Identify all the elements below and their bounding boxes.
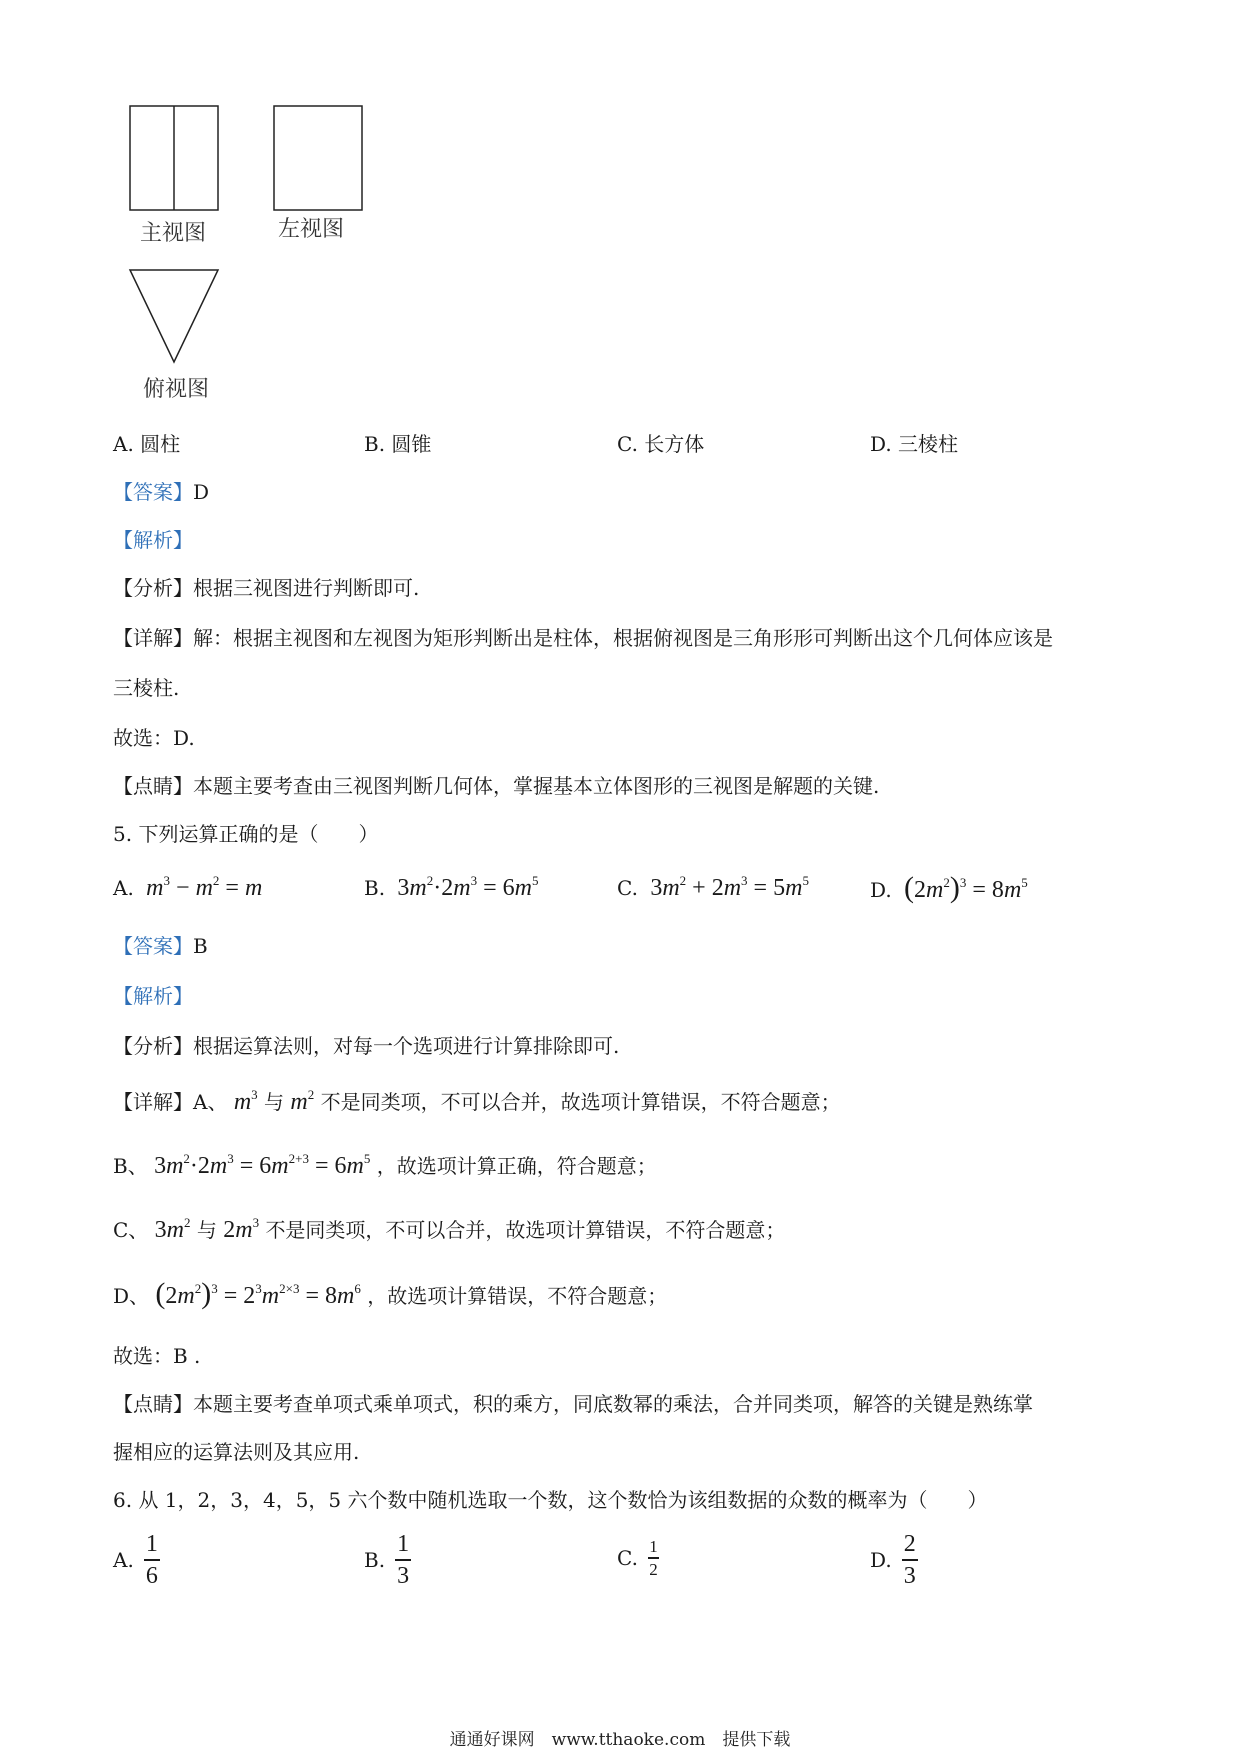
q5-option-a [113, 873, 263, 901]
formula: $3m^2 + 2m^3 = 5m^5$ [644, 873, 809, 901]
q5-xiangjie-d [113, 1277, 668, 1310]
answer-tag: 【答案】 [113, 480, 193, 504]
q5-option-c [617, 873, 809, 901]
q6-option-b [364, 1532, 411, 1588]
text: 【详解】A、 [113, 1090, 228, 1114]
top-view-triangle [130, 270, 218, 362]
q5-option-b [364, 873, 539, 901]
q5-xiangjie-c [113, 1215, 786, 1243]
front-view-label: 主视图 [140, 221, 207, 246]
formula: $3m^2$ [154, 1215, 191, 1243]
fraction: $\frac{1}{2}$ [649, 1537, 658, 1579]
formula: $3m^2\cdot 2m^3 = 6m^{2+3} = 6m^5$ [154, 1151, 371, 1179]
q6-option-d [870, 1532, 918, 1588]
q4-xiangjie-line1: 【详解】解：根据主视图和左视图为矩形判断出是柱体，根据俯视图是三角形形可判断出这个几何体应该是 [113, 626, 1053, 650]
q4-option-a: A. 圆柱 [113, 432, 181, 456]
option-label: B. [364, 876, 386, 900]
q5-dianjing-line2: 握相应的运算法则及其应用. [113, 1440, 360, 1464]
q5-choose: 故选：B . [113, 1344, 201, 1368]
side-view-label: 左视图 [278, 217, 345, 242]
answer-value: B [193, 934, 208, 958]
text: 不是同类项，不可以合并，故选项计算错误，不符合题意； [320, 1090, 841, 1114]
formula: $m^3$ [233, 1087, 258, 1115]
fraction: $\frac{2}{3}$ [903, 1531, 916, 1589]
text: 不是同类项，不可以合并，故选项计算错误，不符合题意； [265, 1218, 786, 1242]
top-view-label: 俯视图 [143, 377, 210, 402]
formula: $3m^2\cdot 2m^3 = 6m^5$ [391, 873, 539, 901]
q4-analysis-tag: 【解析】 [113, 528, 193, 552]
q5-answer [113, 934, 208, 958]
q4-answer [113, 480, 209, 504]
text: ，故选项计算错误，不符合题意； [367, 1284, 668, 1308]
three-view-figure [0, 0, 400, 420]
q6-option-c [617, 1538, 659, 1578]
q4-choose: 故选：D. [113, 726, 195, 750]
text: C、 [113, 1218, 149, 1242]
formula: $2m^3$ [223, 1215, 260, 1243]
q4-xiangjie-line2: 三棱柱. [113, 676, 180, 700]
option-label: A. [113, 876, 134, 900]
q5-stem: 5. 下列运算正确的是（ ） [113, 822, 379, 846]
option-label: C. [617, 876, 638, 900]
formula: $(2m^2)^3 = 8m^5$ [904, 871, 1028, 904]
option-label: D. [870, 878, 892, 902]
formula: $m^2$ [290, 1087, 315, 1115]
q5-xiangjie-a [113, 1087, 841, 1115]
q4-dianjing: 【点睛】本题主要考查由三视图判断几何体，掌握基本立体图形的三视图是解题的关键. [113, 774, 880, 798]
page-footer: 通通好课网 www.tthaoke.com 提供下载 [449, 1730, 791, 1750]
option-label: A. [113, 1547, 134, 1572]
q5-xiangjie-b [113, 1151, 657, 1179]
answer-tag: 【答案】 [113, 934, 193, 958]
option-label: B. [364, 1547, 386, 1572]
q4-option-b: B. 圆锥 [364, 432, 432, 456]
q5-option-d [870, 871, 1028, 904]
q4-fenxi: 【分析】根据三视图进行判断即可. [113, 576, 420, 600]
text: 与 [264, 1090, 285, 1114]
q6-option-a [113, 1532, 160, 1588]
answer-value: D [193, 480, 210, 504]
side-view-rect [274, 106, 362, 210]
option-label: C. [617, 1545, 638, 1570]
text: ，故选项计算正确，符合题意； [376, 1154, 657, 1178]
option-label: D. [870, 1547, 892, 1572]
q4-option-c: C. 长方体 [617, 432, 705, 456]
formula: $(2m^2)^3 = 2^3m^{2\times 3} = 8m^6$ [155, 1277, 361, 1310]
text: 与 [196, 1218, 217, 1242]
formula: $m^3 - m^2 = m$ [146, 873, 263, 901]
text: B、 [113, 1154, 148, 1178]
fraction: $\frac{1}{3}$ [397, 1531, 410, 1589]
q6-stem: 6. 从 1，2，3，4，5，5 六个数中随机选取一个数，这个数恰为该组数据的众数的概率为（ ） [113, 1488, 988, 1512]
q4-option-d: D. 三棱柱 [870, 432, 959, 456]
q5-fenxi: 【分析】根据运算法则，对每一个选项进行计算排除即可. [113, 1034, 620, 1058]
fraction: $\frac{1}{6}$ [145, 1531, 158, 1589]
q5-analysis-tag: 【解析】 [113, 984, 193, 1008]
q5-dianjing-line1: 【点睛】本题主要考查单项式乘单项式，积的乘方，同底数幂的乘法，合并同类项，解答的关键是熟练掌 [113, 1392, 1033, 1416]
text: D、 [113, 1284, 150, 1308]
